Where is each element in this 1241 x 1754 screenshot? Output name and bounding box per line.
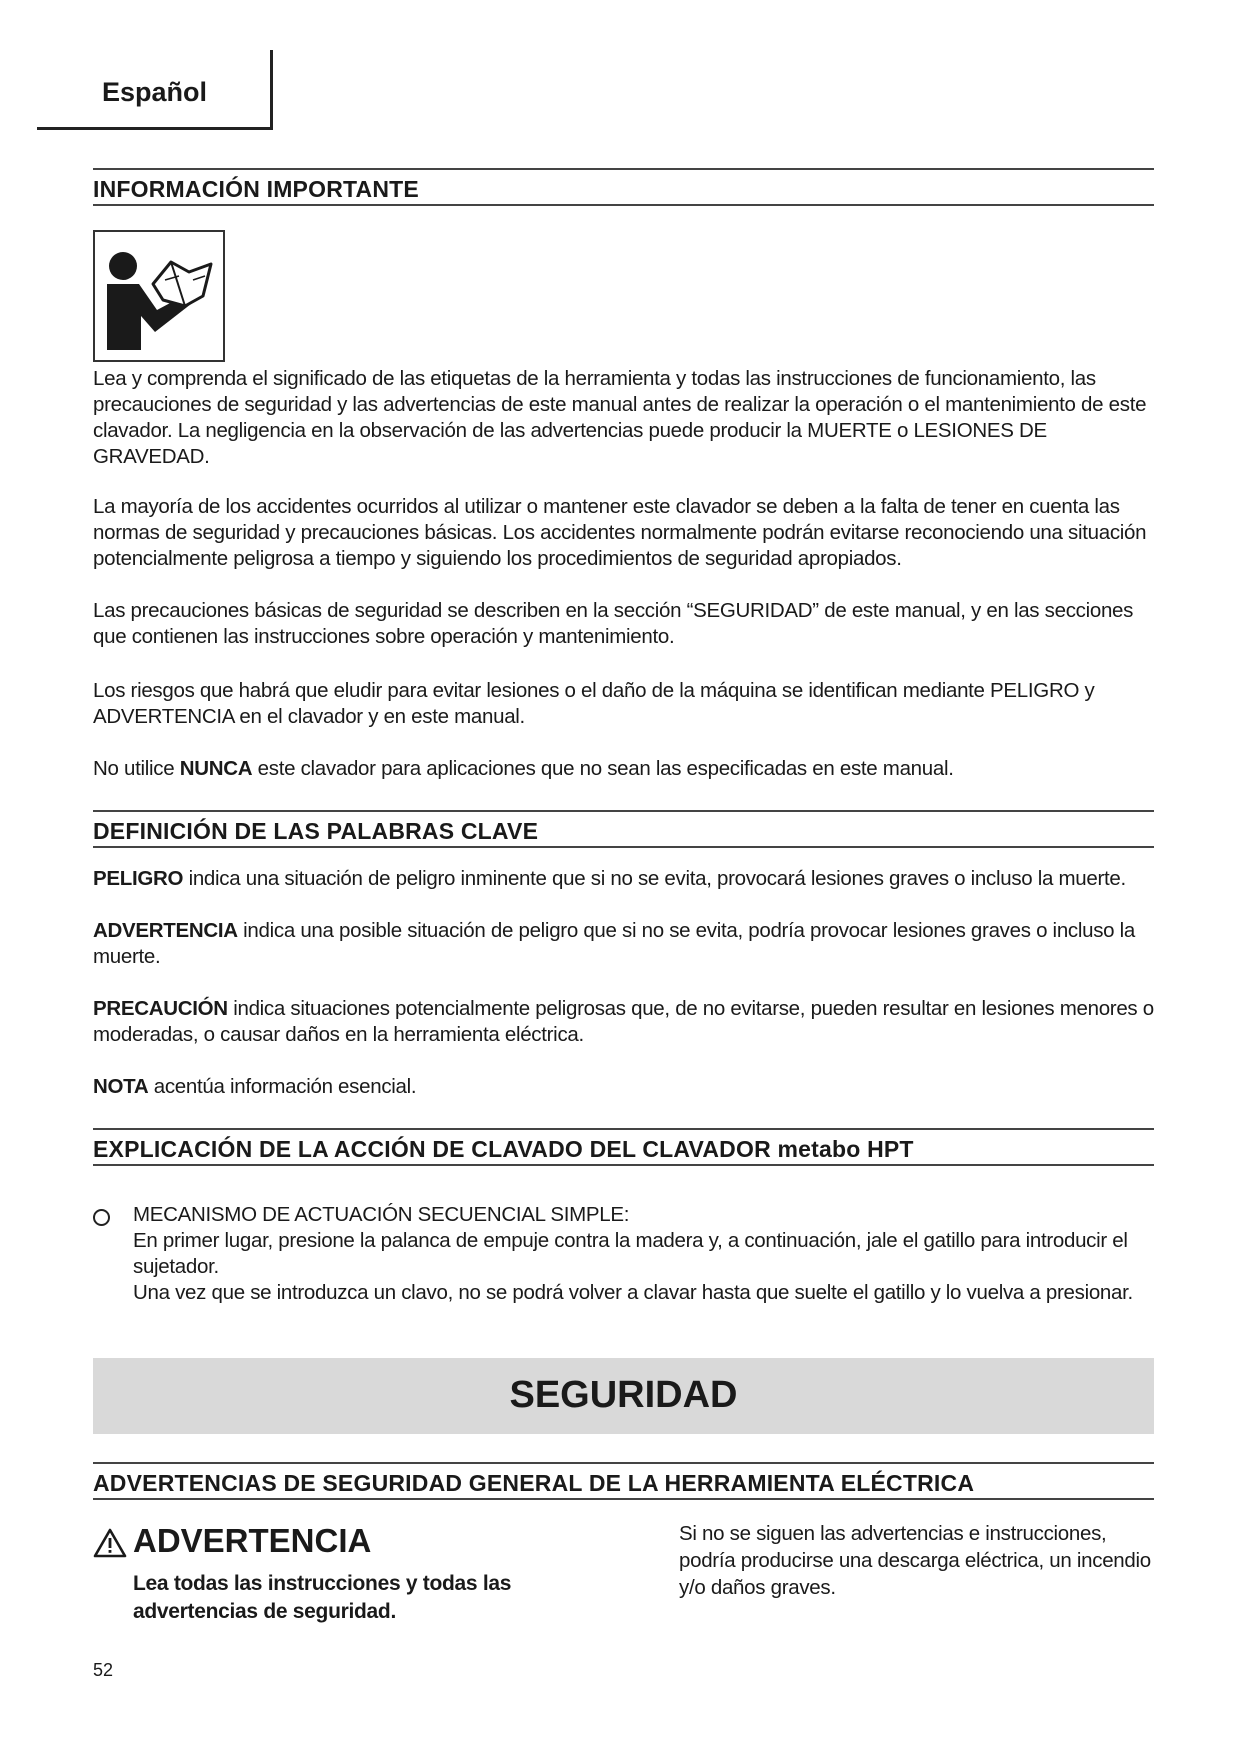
item-line-1: En primer lugar, presione la palanca de empuje contra la madera y, a continuación, jale el gatillo para introducir el sujetador. xyxy=(133,1229,1128,1278)
paragraph-read-understand: Lea y comprenda el significado de las etiquetas de la herramienta y todas las instrucciones de funcionamiento, las precauciones de seguridad y las advertencias de este manual antes de realizar la operación o el mantenimiento de este clavador. La negligencia en la observación de las advertencias puede producir la MUERTE o LESIONES DE GRAVEDAD. xyxy=(93,367,1147,468)
warning-subtitle: Lea todas las instrucciones y todas las advertencias de seguridad. xyxy=(133,1572,512,1623)
page-number: 52 xyxy=(93,1660,114,1680)
language-tab xyxy=(37,50,273,130)
language-label: Español xyxy=(102,77,208,107)
item-title: MECANISMO DE ACTUACIÓN SECUENCIAL SIMPLE: xyxy=(133,1203,630,1226)
section-heading-nailing-action: EXPLICACIÓN DE LA ACCIÓN DE CLAVADO DEL CLAVADOR metabo HPT xyxy=(93,1128,1154,1166)
definition-warning: ADVERTENCIA indica una posible situación de peligro que si no se evita, podría provocar lesiones graves o incluso la muerte. xyxy=(93,919,1136,968)
section-heading-keywords: DEFINICIÓN DE LAS PALABRAS CLAVE xyxy=(93,810,1154,848)
bullet-circle-icon xyxy=(93,1209,110,1226)
safety-banner: SEGURIDAD xyxy=(93,1358,1154,1434)
paragraph-accidents: La mayoría de los accidentes ocurridos al utilizar o mantener este clavador se deben a la falta de tener en cuenta las normas de seguridad y precauciones básicas. Los accidentes normalmente podrán evitarse reconociendo una situación potencialmente peligrosa a tiempo y siguiendo los procedimientos de seguridad apropiados. xyxy=(93,495,1147,570)
warning-consequences: Si no se siguen las advertencias e instrucciones, podría producirse una descarga eléctrica, un incendio y/o daños graves. xyxy=(679,1522,1151,1599)
paragraph-never-use: No utilice NUNCA este clavador para aplicaciones que no sean las especificadas en este manual. xyxy=(93,757,954,780)
definition-note: NOTA acentúa información esencial. xyxy=(93,1075,417,1098)
read-manual-icon xyxy=(93,230,225,362)
warning-triangle-icon xyxy=(93,1528,127,1558)
paragraph-risks: Los riesgos que habrá que eludir para evitar lesiones o el daño de la máquina se identifican mediante PELIGRO y ADVERTENCIA en el clavador y en este manual. xyxy=(93,679,1095,728)
section-heading-important-info: INFORMACIÓN IMPORTANTE xyxy=(93,168,1154,206)
item-line-2: Una vez que se introduzca un clavo, no se podrá volver a clavar hasta que suelte el gatillo y lo vuelva a presionar. xyxy=(133,1281,1133,1304)
section-heading-general-safety: ADVERTENCIAS DE SEGURIDAD GENERAL DE LA HERRAMIENTA ELÉCTRICA xyxy=(93,1462,1154,1500)
definition-danger: PELIGRO indica una situación de peligro inminente que si no se evita, provocará lesiones graves o incluso la muerte. xyxy=(93,867,1126,890)
paragraph-basic-precautions: Las precauciones básicas de seguridad se describen en la sección “SEGURIDAD” de este manual, y en las secciones que contienen las instrucciones sobre operación y mantenimiento. xyxy=(93,599,1134,648)
definition-caution: PRECAUCIÓN indica situaciones potencialmente peligrosas que, de no evitarse, pueden resultar en lesiones menores o moderadas, o causar daños en la herramienta eléctrica. xyxy=(93,997,1154,1046)
